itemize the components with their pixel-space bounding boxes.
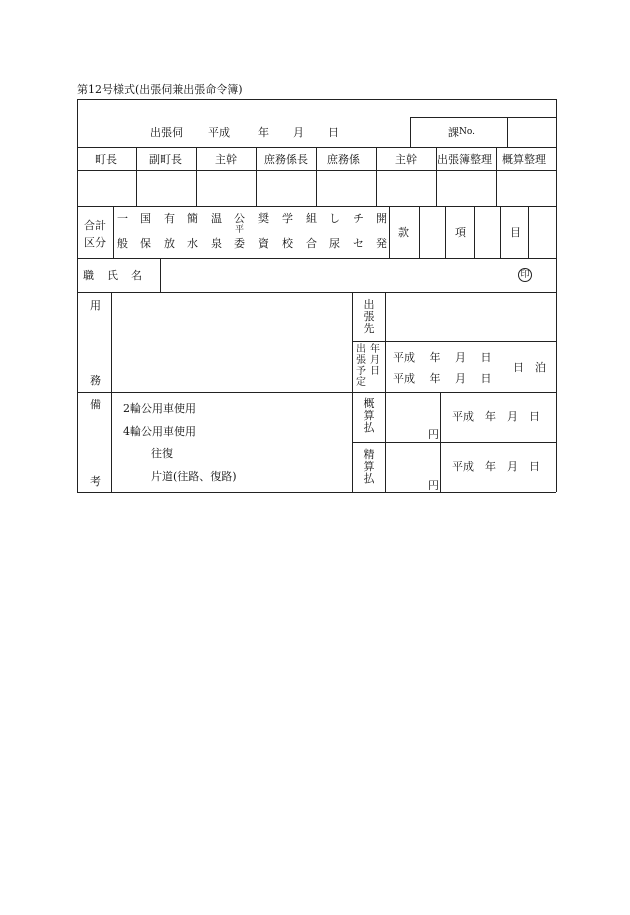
remarks-label-top: 備 bbox=[90, 398, 101, 411]
advance-yen: 円 bbox=[428, 428, 439, 441]
approver-0: 町長 bbox=[95, 153, 117, 166]
settle-date: 平成 年 月 日 bbox=[452, 460, 540, 473]
budget-col-bottom: 校 bbox=[282, 237, 293, 250]
advance-label: 概算払 bbox=[363, 397, 375, 435]
budget-col-bottom: 尿 bbox=[329, 237, 340, 250]
approver-1: 副町長 bbox=[149, 153, 182, 166]
header-label: 出張伺 bbox=[150, 126, 183, 139]
advance-date: 平成 年 月 日 bbox=[452, 410, 540, 423]
budget-col-bottom: 保 bbox=[140, 237, 151, 250]
header-era: 平成 bbox=[208, 126, 230, 139]
header-month: 月 bbox=[293, 126, 304, 139]
budget-col-top: チ bbox=[353, 212, 364, 225]
approver-3: 庶務係長 bbox=[264, 153, 308, 166]
destination-label: 出張先 bbox=[363, 298, 375, 336]
budget-col-bottom: 般 bbox=[117, 237, 128, 250]
budget-col-top: 温 bbox=[211, 212, 222, 225]
form-title: 第12号様式(出張伺兼出張命令簿) bbox=[77, 83, 243, 96]
budget-col-bottom: 水 bbox=[187, 237, 198, 250]
remarks-item: 2輪公用車使用 bbox=[123, 402, 196, 415]
budget-col-bottom: 発 bbox=[376, 237, 387, 250]
remarks-item: 片道(往路、復路) bbox=[151, 470, 237, 483]
header-section: 課 bbox=[448, 126, 459, 139]
budget-label-top: 合計 bbox=[84, 219, 106, 232]
budget-moku: 目 bbox=[510, 226, 521, 239]
budget-kan: 款 bbox=[398, 226, 409, 239]
staff-label: 職 氏 名 bbox=[83, 269, 143, 282]
budget-col-top: 国 bbox=[140, 212, 151, 225]
budget-col-bottom: 委 bbox=[234, 237, 245, 250]
budget-col-top: 組 bbox=[306, 212, 317, 225]
remarks-item: 往復 bbox=[151, 447, 173, 460]
budget-col-top: 公 bbox=[234, 212, 245, 225]
purpose-label-top: 用 bbox=[90, 299, 101, 312]
schedule-sub-label: 年月日 bbox=[370, 344, 380, 377]
approver-4: 庶務係 bbox=[327, 153, 360, 166]
approver-6: 出張簿整理 bbox=[437, 153, 492, 166]
budget-col-top: 奨 bbox=[258, 212, 269, 225]
schedule-label: 出張予定 bbox=[356, 344, 366, 388]
budget-col-bottom: セ bbox=[353, 237, 364, 250]
settle-yen: 円 bbox=[428, 479, 439, 492]
approver-7: 概算整理 bbox=[502, 153, 546, 166]
budget-col-top: 有 bbox=[164, 212, 175, 225]
seal-mark: 印 bbox=[518, 268, 532, 282]
remarks-label-bottom: 考 bbox=[90, 475, 101, 488]
schedule-line1: 平成 年 月 日 bbox=[393, 351, 492, 364]
budget-col-top: 学 bbox=[282, 212, 293, 225]
budget-col-top: 開 bbox=[376, 212, 387, 225]
budget-kou: 項 bbox=[455, 226, 466, 239]
budget-col-bottom: 泉 bbox=[211, 237, 222, 250]
approver-5: 主幹 bbox=[395, 153, 417, 166]
remarks-item: 4輪公用車使用 bbox=[123, 425, 196, 438]
purpose-label-bottom: 務 bbox=[90, 374, 101, 387]
header-year: 年 bbox=[258, 126, 269, 139]
budget-col-top: 一 bbox=[117, 212, 128, 225]
budget-col-middle: 平 bbox=[235, 225, 245, 235]
budget-col-top: し bbox=[329, 212, 340, 225]
budget-label-bottom: 区分 bbox=[84, 236, 106, 249]
schedule-nights: 日 泊 bbox=[513, 361, 546, 374]
settle-label: 精算払 bbox=[363, 448, 375, 486]
approver-2: 主幹 bbox=[215, 153, 237, 166]
budget-col-top: 簡 bbox=[187, 212, 198, 225]
budget-col-bottom: 放 bbox=[164, 237, 175, 250]
schedule-line2: 平成 年 月 日 bbox=[393, 372, 492, 385]
header-number: No. bbox=[459, 127, 475, 137]
budget-col-bottom: 合 bbox=[306, 237, 317, 250]
budget-col-bottom: 資 bbox=[258, 237, 269, 250]
header-day: 日 bbox=[328, 126, 339, 139]
